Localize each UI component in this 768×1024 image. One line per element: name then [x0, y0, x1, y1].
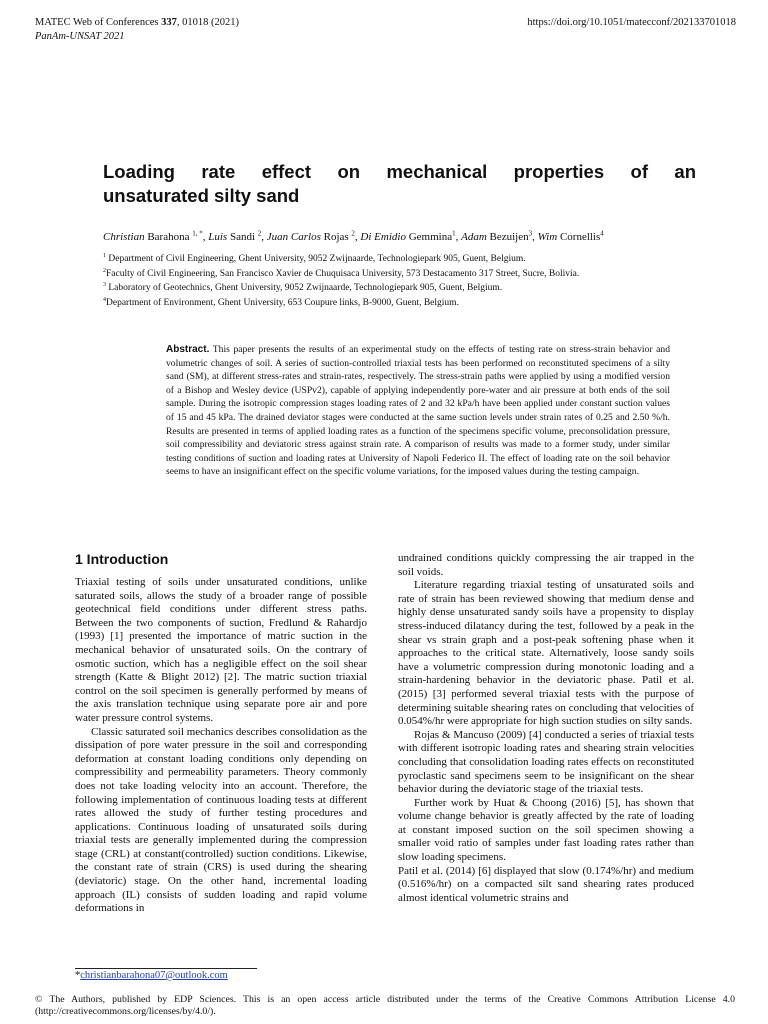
author-separator: ,	[455, 230, 462, 243]
affiliation	[103, 266, 703, 281]
author	[461, 231, 538, 243]
doi-link[interactable]: https://doi.org/10.1051/matecconf/202133701018	[527, 17, 736, 28]
abstract	[166, 343, 670, 479]
author	[267, 231, 361, 243]
affiliation-marker: 1	[103, 253, 106, 259]
email-link[interactable]: christianbarahona07@outlook.com	[80, 970, 228, 981]
author-family-name: Bezuijen	[486, 230, 529, 243]
author	[360, 231, 461, 243]
abstract-text: This paper presents the results of an experimental study on the effects of testing rate on stress-strain behavior and volumetric changes of soil. A series of suction-controlled triaxial tests has been performed on reconstituted specimens of a silty sand (SM), at different stress-rates and strain-rates, respectively. The stress-strain paths were applied by using a modified version of a Bishop and Wesley device (USPv2), capable of applying independently pore-water and air pressure at both ends of the soil sample. During the isotropic compression stages loading rates of 2 and 32 kPa/h have been applied under constant suction values of 15 and 45 kPa. The drained deviator stages were conducted at the same suction levels under strain rates of 0.25 and 2.50 %/h. Results are presented in terms of applied loading rates as a function of the specimens specific volume, preconsolidation pressure, soil compressibility and deviatoric stress against strain rate. A comparison of results was made to a former study, under similar testing conditions of suction and loading rates at University of Napoli Federico II. The effect of loading rate on the soil behavior seems to have an insignificant effect on the specific volume variations, for the imposed values during the testing campaign.	[166, 344, 670, 478]
license-notice: © The Authors, published by EDP Sciences. This is an open access article distributed under the terms of the Creative Commons Attribution License 4.0 (http://creativecommons.org/licenses/by/4.0/).	[35, 994, 735, 1017]
affiliation	[103, 251, 703, 266]
author-list	[103, 226, 703, 244]
paper-title-line-2: unsaturated silty sand	[103, 185, 300, 206]
affiliation-list	[103, 251, 703, 310]
author-given-name: Luis	[208, 230, 228, 243]
affiliation-text: Laboratory of Geotechnics, Ghent University, 9052 Zwijnaarde, Technologiepark 905, Guent, Belgium.	[106, 283, 503, 294]
paragraph: undrained conditions quickly compressing the air trapped in the soil voids.	[398, 552, 694, 578]
affiliation-text: Faculty of Civil Engineering, San Francisco Xavier de Chuquisaca University, 573 Destacamento 317 Street, Sucre, Bolivia.	[106, 268, 580, 279]
abstract-label: Abstract.	[166, 344, 210, 355]
author-affiliation-marker: 1	[452, 229, 456, 237]
running-header-left	[35, 16, 239, 44]
affiliation-marker: 4	[103, 296, 106, 303]
author-affiliation-marker: 4	[600, 229, 604, 237]
author-separator: ,	[202, 230, 209, 243]
author-separator: ,	[261, 230, 267, 243]
affiliation-marker: 3	[103, 282, 106, 289]
author-given-name: Christian	[103, 230, 145, 243]
affiliation	[103, 280, 703, 295]
conference-name: PanAm-UNSAT 2021	[35, 31, 125, 42]
paper-title	[103, 160, 696, 208]
right-column	[398, 552, 694, 905]
author-family-name: Cornellis	[557, 230, 601, 243]
affiliation-text: Department of Civil Engineering, Ghent University, 9052 Zwijnaarde, Technologiepark 905, Guent, Belgium.	[106, 254, 526, 265]
author-affiliation-marker: 2	[351, 229, 355, 237]
author-family-name: Gemmina	[405, 230, 453, 243]
author-given-name: Juan Carlos	[266, 230, 321, 243]
author-family-name: Rojas	[320, 230, 352, 243]
author-given-name: Wim	[537, 230, 558, 243]
paragraph: Literature regarding triaxial testing of unsaturated soils and rate of strain has been reviewed showing that medium dense and highly dense unsaturated sandy soils have a propensity to display stress-induced dilatancy during the test, followed by a peak in the shear vs strain graph and a post-peak softening phase when it approaches to the critical state. Alternatively, loose sandy soils have a volumetric compression during monotonic loading and a strain-hardening behavior in the deviatoric phase. Patil et al. (2015) [3] performed several triaxial tests with the purpose of determining suitable shearing rates on concluding that velocities of 0.054%/hr were appropriate for high suction studies on silty sands.	[398, 579, 694, 728]
section-heading-introduction: 1 Introduction	[75, 551, 169, 567]
author-affiliation-marker: 2	[257, 229, 262, 237]
author-family-name: Barahona	[144, 230, 193, 243]
affiliation-marker: 2	[103, 267, 106, 274]
paragraph: Classic saturated soil mechanics describes consolidation as the dissipation of pore water pressure in the soil and corresponding deformation at constant loading conditions only depending on compressibility and permeability parameters. Theory commonly does not take loading velocity into an account. Therefore, the following implementation of continuous loading tests at different rates allowed the study of further testing procedures and applications. Continuous loading of unsaturated soils during triaxial tests are generally implemented during the compression stage (CRL) at constant(controlled) suction conditions. Likewise, the constant rate of strain (CRS) is used during the shearing (deviatoric) stage. On the other hand, incremental loading approach (IL) consists of sudden loading and rapid volume deformations in	[75, 725, 367, 915]
author-given-name: Di Emidio	[360, 230, 406, 243]
author	[208, 231, 267, 243]
author-given-name: Adam	[461, 230, 487, 243]
author-family-name: Sandi	[227, 230, 258, 243]
footnote-divider	[75, 968, 257, 969]
author-affiliation-marker: 1, *	[192, 229, 203, 237]
author-separator: ,	[532, 230, 538, 243]
paper-title-line-1: Loading rate effect on mechanical properties of an	[103, 161, 696, 182]
author	[538, 231, 604, 243]
affiliation-text: Department of Environment, Ghent University, 653 Coupure links, B-9000, Guent, Belgium.	[106, 298, 459, 309]
author-separator: ,	[354, 230, 361, 243]
paragraph: Patil et al. (2014) [6] displayed that slow (0.174%/hr) and medium (0.516%/hr) on a compacted silt sand shearing rates produced almost identical volumetric strains and	[398, 864, 694, 904]
left-column	[75, 576, 367, 916]
paragraph: Rojas & Mancuso (2009) [4] conducted a series of triaxial tests with different isotropic loading rates and shearing strain velocities concluding that consolidation loading rates effects on reconstituted pyroclastic sand specimens seem to be insignificant on the shear behavior during the deviatoric stage of the triaxial tests.	[398, 728, 694, 796]
journal-citation: MATEC Web of Conferences 337, 01018 (2021)	[35, 17, 239, 28]
corresponding-author-footnote: *christianbarahona07@outlook.com	[75, 970, 228, 981]
author-affiliation-marker: 3	[528, 229, 533, 237]
paragraph: Triaxial testing of soils under unsaturated conditions, unlike saturated soils, allows the study of a broader range of possible geotechnical field conditions under different stress paths. Between the two components of suction, Fredlund & Rahardjo (1993) [1] presented the importance of matric suction in the mechanical behavior of unsaturated soils. On the contrary of osmotic suction, which has a negligible effect on the soil shear strength (Katte & Blight 2012) [2]. The matric suction triaxial control on the soil specimen is generally performed by means of the axis translation technique using separate pore air and pore water pressure control systems.	[75, 576, 367, 724]
paragraph: Further work by Huat & Choong (2016) [5], has shown that volume change behavior is greatly affected by the rate of loading at constant imposed suction on the soil specimen showing a smaller void ratio of samples under fast loading rates rather than slow loading specimens.	[398, 796, 694, 864]
author	[103, 231, 208, 243]
affiliation	[103, 295, 703, 310]
